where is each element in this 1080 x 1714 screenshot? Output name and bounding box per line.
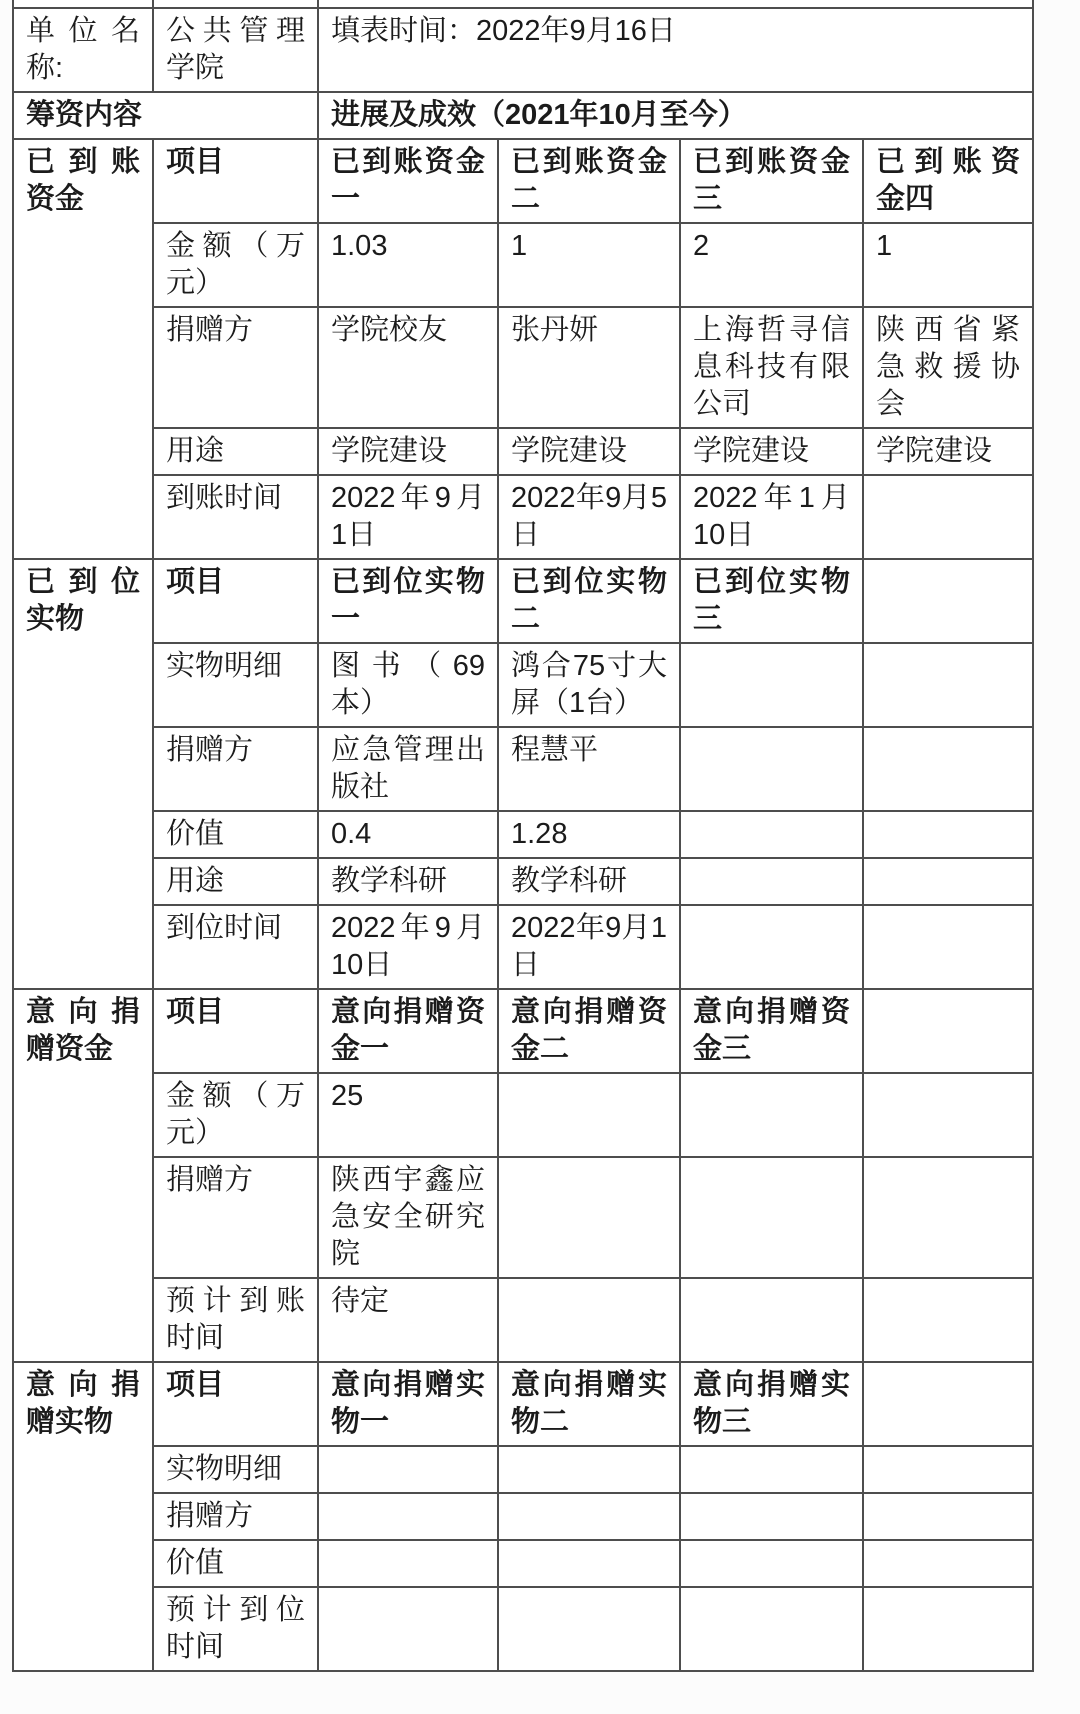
table-row <box>13 905 1033 989</box>
data-cell: 学院建设 <box>680 428 863 475</box>
data-cell <box>680 1540 863 1587</box>
data-cell: 图书（69本） <box>318 643 498 727</box>
data-cell <box>318 1587 498 1671</box>
data-cell <box>863 858 1033 905</box>
data-cell: 25 <box>318 1073 498 1157</box>
table-row <box>13 1278 1033 1362</box>
data-cell <box>863 989 1033 1073</box>
data-cell: 1.28 <box>498 811 680 858</box>
table-row <box>13 727 1033 811</box>
table-row <box>13 858 1033 905</box>
data-cell: 学院校友 <box>318 307 498 428</box>
row-label: 用途 <box>153 858 318 905</box>
row-label: 项目 <box>153 989 318 1073</box>
row-label: 价值 <box>153 1540 318 1587</box>
data-cell: 2 <box>680 223 863 307</box>
data-cell: 已到位实物三 <box>680 559 863 643</box>
row-label: 捐赠方 <box>153 1157 318 1278</box>
data-cell <box>863 727 1033 811</box>
table-row <box>13 428 1033 475</box>
data-cell <box>680 643 863 727</box>
row-label: 预计到位时间 <box>153 1587 318 1671</box>
data-cell <box>863 475 1033 559</box>
data-cell <box>863 643 1033 727</box>
data-cell <box>863 1587 1033 1671</box>
data-cell: 张丹妍 <box>498 307 680 428</box>
row-label: 金额（万元） <box>153 223 318 307</box>
table-row <box>13 811 1033 858</box>
table-row <box>13 223 1033 307</box>
row-label: 捐赠方 <box>153 307 318 428</box>
data-cell <box>680 1157 863 1278</box>
data-cell <box>863 1157 1033 1278</box>
data-cell <box>863 1446 1033 1493</box>
row-label: 实物明细 <box>153 643 318 727</box>
data-cell: 2022年9月10日 <box>318 905 498 989</box>
data-cell: 学院建设 <box>498 428 680 475</box>
section-label: 意向捐赠资金 <box>13 989 153 1362</box>
data-cell: 已到位实物二 <box>498 559 680 643</box>
data-cell: 已到账资金四 <box>863 139 1033 223</box>
table-row <box>13 1073 1033 1157</box>
data-cell <box>498 1157 680 1278</box>
data-cell <box>863 559 1033 643</box>
data-cell <box>498 1073 680 1157</box>
data-cell: 应急管理出版社 <box>318 727 498 811</box>
data-cell: 已到位实物一 <box>318 559 498 643</box>
table-row <box>13 643 1033 727</box>
data-cell <box>680 905 863 989</box>
unit-name-value: 公共管理学院 <box>153 8 318 92</box>
data-cell: 待定 <box>318 1278 498 1362</box>
data-cell <box>863 1278 1033 1362</box>
table-row <box>13 1362 1033 1446</box>
data-cell: 上海哲寻信息科技有限公司 <box>680 307 863 428</box>
data-cell: 程慧平 <box>498 727 680 811</box>
row-label: 项目 <box>153 559 318 643</box>
data-cell <box>863 905 1033 989</box>
table-row <box>13 1493 1033 1540</box>
table-row <box>13 989 1033 1073</box>
data-cell <box>680 1587 863 1671</box>
fundraising-content-header: 筹资内容 <box>13 92 318 139</box>
row-label: 预计到账时间 <box>153 1278 318 1362</box>
data-cell: 陕西省紧急救援协会 <box>863 307 1033 428</box>
data-cell: 意向捐赠实物三 <box>680 1362 863 1446</box>
data-cell: 鸿合75寸大屏（1台） <box>498 643 680 727</box>
data-cell: 2022年9月5日 <box>498 475 680 559</box>
section-label: 意向捐赠实物 <box>13 1362 153 1671</box>
data-cell <box>318 1446 498 1493</box>
unit-name-label: 单位名称: <box>13 8 153 92</box>
unit-row <box>13 8 1033 92</box>
data-cell: 意向捐赠资金二 <box>498 989 680 1073</box>
data-cell: 1 <box>863 223 1033 307</box>
data-cell: 2022年1月10日 <box>680 475 863 559</box>
header-row <box>13 92 1033 139</box>
clipped-top-row <box>13 0 1033 8</box>
data-cell: 已到账资金一 <box>318 139 498 223</box>
data-cell <box>680 727 863 811</box>
table-row <box>13 475 1033 559</box>
data-cell <box>680 1073 863 1157</box>
table-row <box>13 1446 1033 1493</box>
data-cell <box>863 1540 1033 1587</box>
data-cell: 0.4 <box>318 811 498 858</box>
data-cell: 学院建设 <box>863 428 1033 475</box>
data-cell <box>680 811 863 858</box>
section-label: 已到位实物 <box>13 559 153 989</box>
row-label: 实物明细 <box>153 1446 318 1493</box>
clipped-cell <box>13 0 153 8</box>
data-cell <box>680 1446 863 1493</box>
row-label: 捐赠方 <box>153 1493 318 1540</box>
data-cell <box>498 1493 680 1540</box>
row-label: 到账时间 <box>153 475 318 559</box>
row-label: 项目 <box>153 1362 318 1446</box>
data-cell <box>863 1362 1033 1446</box>
table-row <box>13 307 1033 428</box>
row-label: 金额（万元） <box>153 1073 318 1157</box>
data-cell <box>680 858 863 905</box>
data-cell <box>680 1278 863 1362</box>
data-cell: 2022年9月1日 <box>498 905 680 989</box>
fill-date: 填表时间：2022年9月16日 <box>318 8 1033 92</box>
data-cell: 已到账资金三 <box>680 139 863 223</box>
data-cell <box>863 1073 1033 1157</box>
data-cell: 意向捐赠实物二 <box>498 1362 680 1446</box>
row-label: 价值 <box>153 811 318 858</box>
clipped-cell <box>318 0 1033 8</box>
data-cell <box>863 811 1033 858</box>
table-row <box>13 1540 1033 1587</box>
table-row <box>13 559 1033 643</box>
section-label: 已到账资金 <box>13 139 153 559</box>
data-cell <box>318 1540 498 1587</box>
data-cell: 意向捐赠资金三 <box>680 989 863 1073</box>
data-cell <box>498 1446 680 1493</box>
progress-header: 进展及成效（2021年10月至今） <box>318 92 1033 139</box>
data-cell <box>498 1587 680 1671</box>
table-row <box>13 1157 1033 1278</box>
row-label: 用途 <box>153 428 318 475</box>
table-row <box>13 139 1033 223</box>
row-label: 捐赠方 <box>153 727 318 811</box>
row-label: 到位时间 <box>153 905 318 989</box>
fundraising-progress-table <box>12 0 1034 1672</box>
row-label: 项目 <box>153 139 318 223</box>
data-cell: 2022年9月1日 <box>318 475 498 559</box>
data-cell: 陕西宇鑫应急安全研究院 <box>318 1157 498 1278</box>
data-cell <box>863 1493 1033 1540</box>
table-row <box>13 1587 1033 1671</box>
data-cell: 意向捐赠资金一 <box>318 989 498 1073</box>
data-cell <box>318 1493 498 1540</box>
data-cell: 1.03 <box>318 223 498 307</box>
data-cell <box>680 1493 863 1540</box>
data-cell: 1 <box>498 223 680 307</box>
data-cell: 学院建设 <box>318 428 498 475</box>
data-cell: 教学科研 <box>498 858 680 905</box>
clipped-cell <box>153 0 318 8</box>
data-cell: 意向捐赠实物一 <box>318 1362 498 1446</box>
data-cell: 教学科研 <box>318 858 498 905</box>
data-cell <box>498 1540 680 1587</box>
data-cell <box>498 1278 680 1362</box>
data-cell: 已到账资金二 <box>498 139 680 223</box>
